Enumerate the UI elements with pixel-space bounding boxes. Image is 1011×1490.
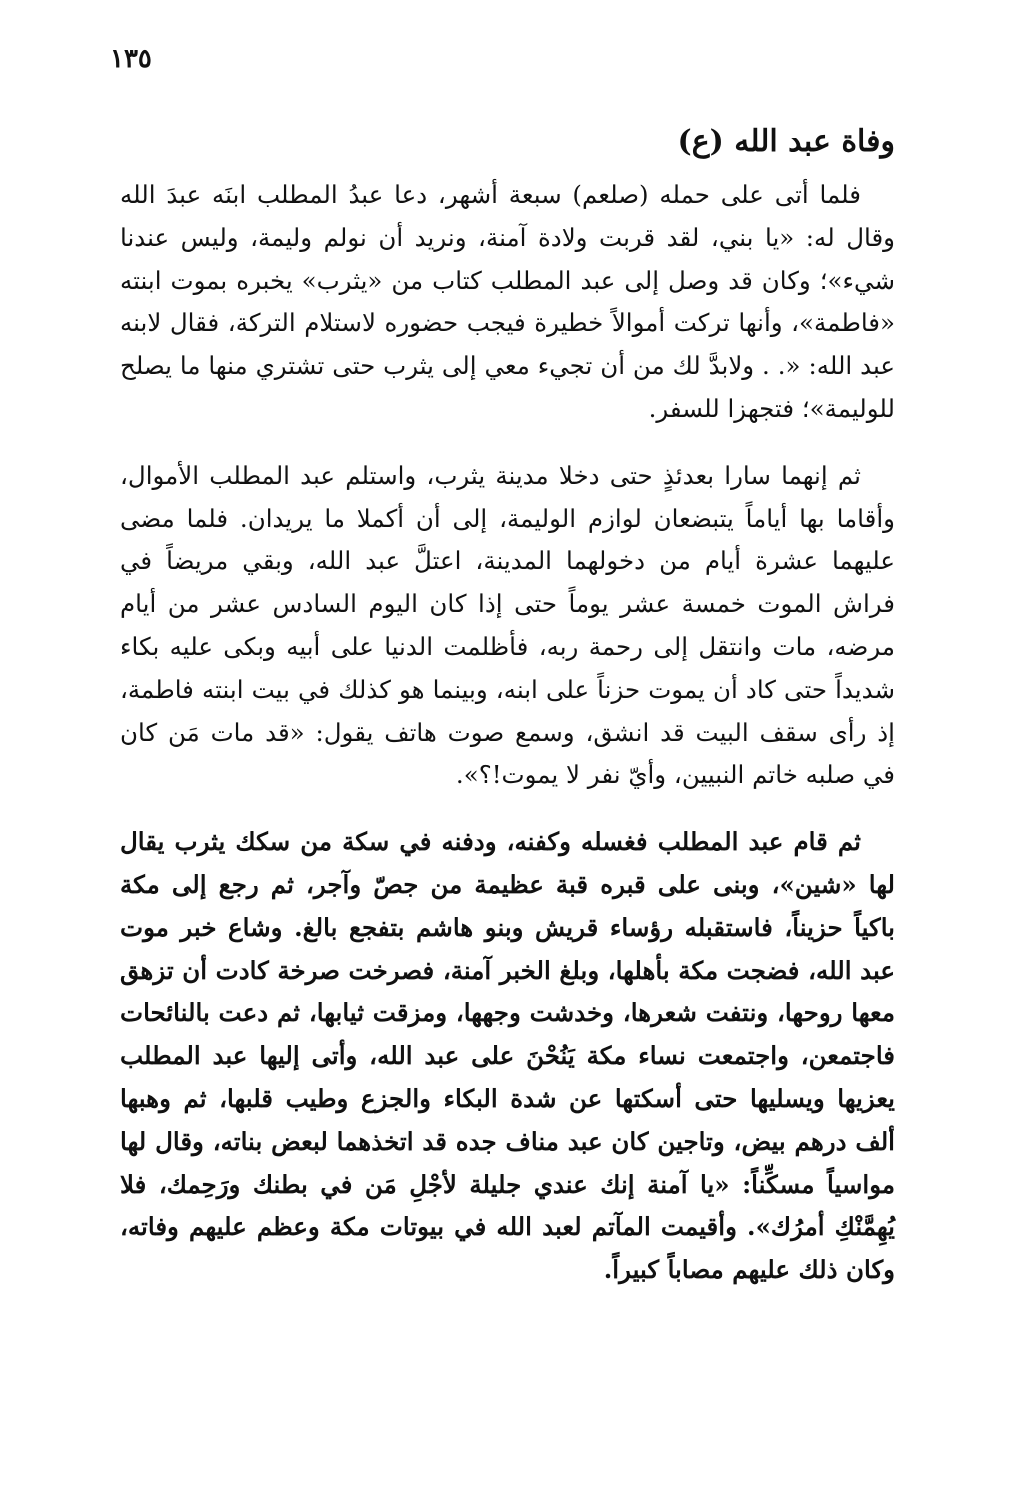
chapter-heading: وفاة عبد الله (ع) — [677, 124, 895, 159]
paragraph-2: ثم إنهما سارا بعدئذٍ حتى دخلا مدينة يثرب، واستلم عبد المطلب الأموال، وأقاما بها أياماً يتبضعان لوازم الوليمة، إلى أن أكملا ما يريدان. فلما مضى عليهما عشرة أيام من دخولهما المدينة، اعتلَّ عبد الله، وبقي مريضاً في فراش الموت خمسة عشر يوماً حتى إذا كان اليوم السادس عشر من أيام مرضه، مات وانتقل إلى رحمة ربه، فأظلمت الدنيا على أبيه وبكى عليه بكاء شديداً حتى كاد أن يموت حزناً على ابنه، وبينما هو كذلك في بيت ابنته فاطمة، إذ رأى سقف البيت قد انشق، وسمع صوت هاتف يقول: «قد مات مَن كان في صلبه خاتم النبيين، وأيّ نفر لا يموت!؟». — [120, 460, 895, 790]
page-content — [120, 118, 895, 1292]
page-number: ١٣٥ — [110, 44, 152, 74]
paragraph-3: ثم قام عبد المطلب فغسله وكفنه، ودفنه في سكة من سكك يثرب يقال لها «شين»، وبنى على قبره قبة عظيمة من جصّ وآجر، ثم رجع إلى مكة باكياً حزيناً، فاستقبله رؤساء قريش وبنو هاشم بتفجع بالغ. وشاع خبر موت عبد الله، فضجت مكة بأهلها، وبلغ الخبر آمنة، فصرخت صرخة كادت أن تزهق معها روحها، ونتفت شعرها، وخدشت وجهها، ومزقت ثيابها، ثم دعت بالنائحات فاجتمعن، واجتمعت نساء مكة يَنُحْنَ على عبد الله، وأتى إليها عبد المطلب يعزيها ويسليها حتى أسكتها عن شدة البكاء والجزع وطيب قلبها، ثم وهبها ألف درهم بيض، وتاجين كان عبد مناف جده قد اتخذهما لبعض بناته، وقال لها مواسياً مسكِّناً: «يا آمنة إنك عندي جليلة لأجْلِ مَن في بطنك ورَحِمك، فلا يُهِمَّنْكِ أمرُك». وأقيمت المآتم لعبد الله في بيوتات مكة وعظم عليهم وفاته، وكان ذلك عليهم مصاباً كبيراً. — [120, 827, 895, 1285]
paragraph-1: فلما أتى على حمله (صلعم) سبعة أشهر، دعا عبدُ المطلب ابنَه عبدَ الله وقال له: «يا بني، لقد قربت ولادة آمنة، ونريد أن نولم وليمة، وليس عندنا شيء»؛ وكان قد وصل إلى عبد المطلب كتاب من «يثرب» يخبره بموت ابنته «فاطمة»، وأنها تركت أموالاً خطيرة فيجب حضوره لاستلام التركة، فقال لابنه عبد الله: «. . ولابدَّ لك من أن تجيء معي إلى يثرب حتى تشتري منها ما يصلح للوليمة»؛ فتجهزا للسفر. — [120, 180, 895, 423]
